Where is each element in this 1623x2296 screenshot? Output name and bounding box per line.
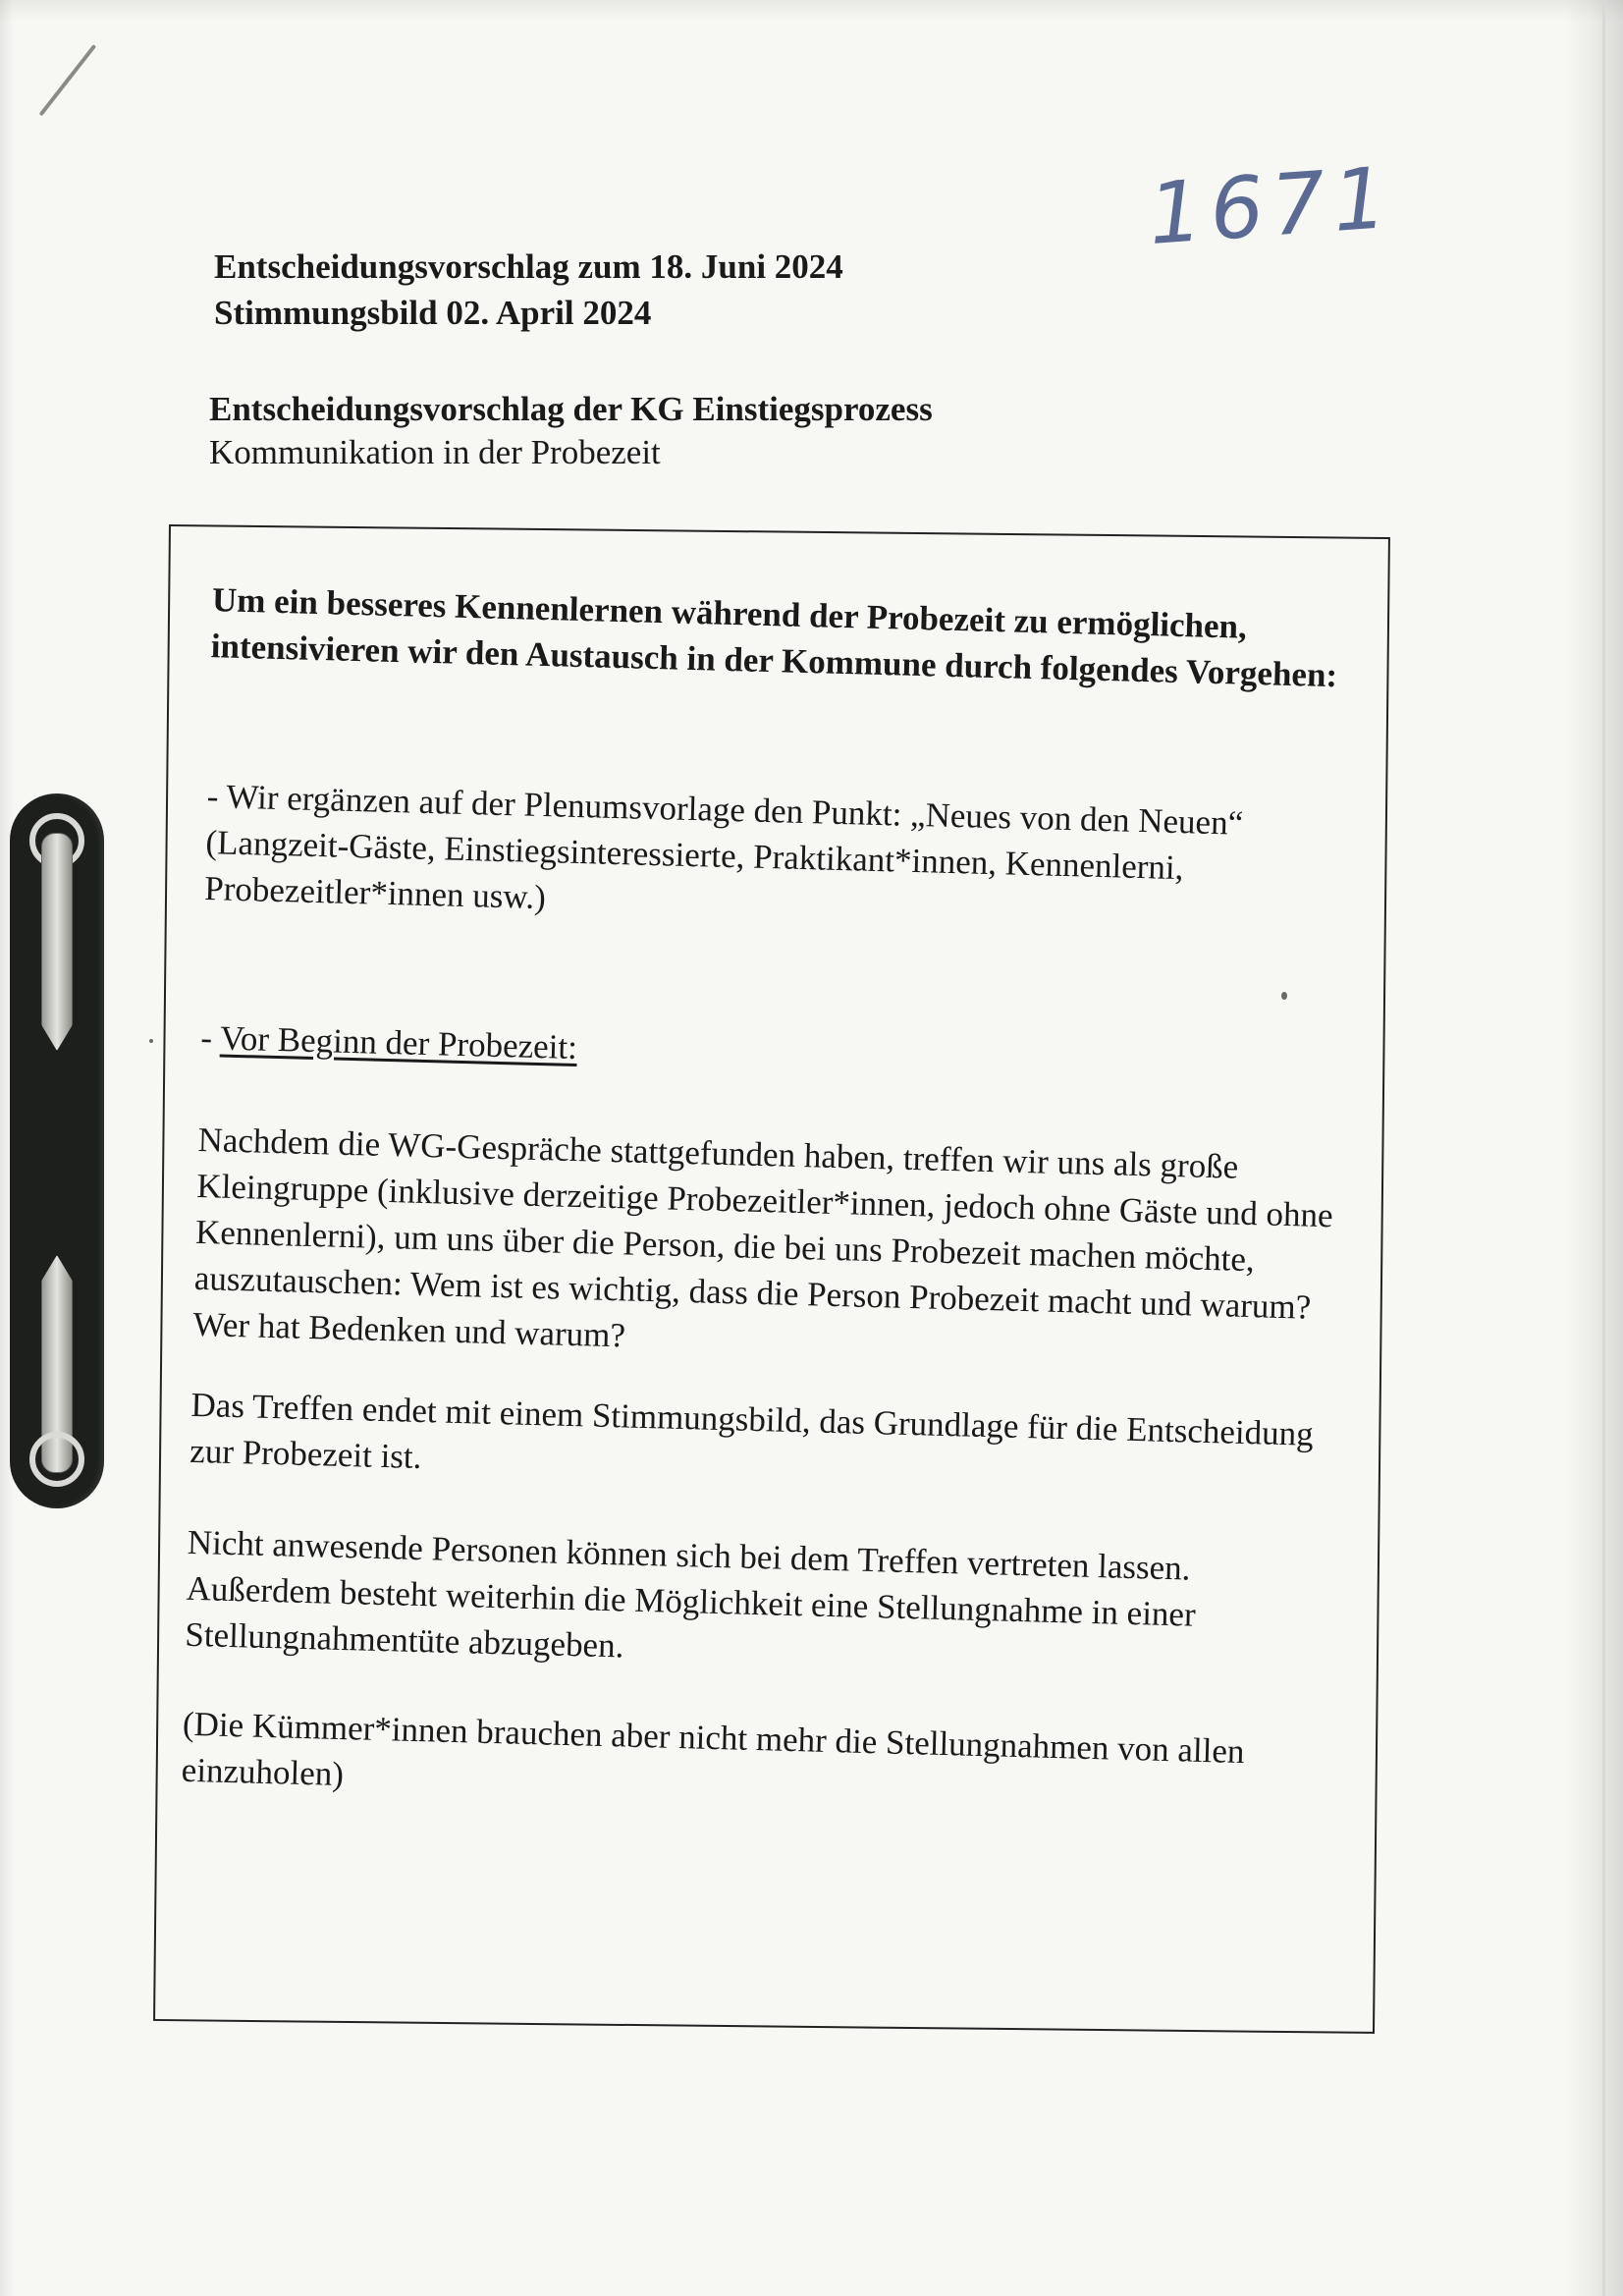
proposal-item-plenum: - Wir ergänzen auf der Plenumsvorlage den Punkt: „Neues von den Neuen“ (Langzeit-Gäste, Einstiegsinteressierte, Praktikant*innen, Kennenlerni, Probezeitler*innen usw.) <box>203 777 1244 917</box>
paragraph-mood-picture: Das Treffen endet mit einem Stimmungsbild, das Grundlage für die Entscheidung zur Probezeit ist. <box>189 1385 1315 1477</box>
item-dash: - <box>199 1018 221 1058</box>
proposal-box-content <box>132 526 1387 2050</box>
dust-speck <box>1281 992 1287 1000</box>
scan-edge-right <box>1564 0 1623 2296</box>
proposal-intro: Um ein besseres Kennenlernen während der Probezeit zu ermöglichen, intensivieren wir den Austausch in der Kommune durch folgendes Vorgehen: <box>210 580 1338 695</box>
dust-speck <box>149 1039 153 1043</box>
before-probation-heading: Vor Beginn der Probezeit: <box>219 1018 578 1067</box>
pencil-tick-mark <box>39 44 97 116</box>
header-decision-date: Entscheidungsvorschlag zum 18. Juni 2024 <box>214 247 843 286</box>
page-stack-edge <box>1602 0 1605 2296</box>
fastener-prong-top <box>41 833 73 1051</box>
paragraph-representation: Nicht anwesende Personen können sich bei dem Treffen vertreten lassen. Außerdem besteht weiterhin die Möglichkeit eine Stellungnahme in einer Stellungnahmentüte abzugeben. <box>184 1522 1197 1666</box>
proposal-subtitle: Kommunikation in der Probezeit <box>209 433 661 471</box>
paragraph-caretakers: (Die Kümmer*innen brauchen aber nicht mehr die Stellungnahmen von allen einzuholen) <box>181 1704 1245 1794</box>
proposal-title: Entscheidungsvorschlag der KG Einstiegsprozess <box>209 390 933 428</box>
binder-fastener <box>10 793 104 1508</box>
proposal-item-before-probation <box>200 1014 1340 1090</box>
handwritten-page-number: 1671 <box>1145 148 1398 264</box>
proposal-box <box>153 524 1390 2034</box>
fastener-ring-bottom <box>29 1432 84 1487</box>
document-header <box>214 244 843 336</box>
scan-edge-top <box>0 0 1623 22</box>
header-mood-date: Stimmungsbild 02. April 2024 <box>214 294 652 332</box>
paragraph-meeting: Nachdem die WG-Gespräche stattgefunden haben, treffen wir uns als große Kleingruppe (inklusive derzeitige Probezeitler*innen, jedoch ohne Gäste und ohne Kennenlerni), um uns über die Person, die bei uns Probezeit machen möchte, auszutauschen: Wem ist es wichtig, dass die Person Probezeit macht und warum? Wer hat Bedenken und warum? <box>192 1120 1334 1355</box>
document-subheader <box>209 388 933 474</box>
